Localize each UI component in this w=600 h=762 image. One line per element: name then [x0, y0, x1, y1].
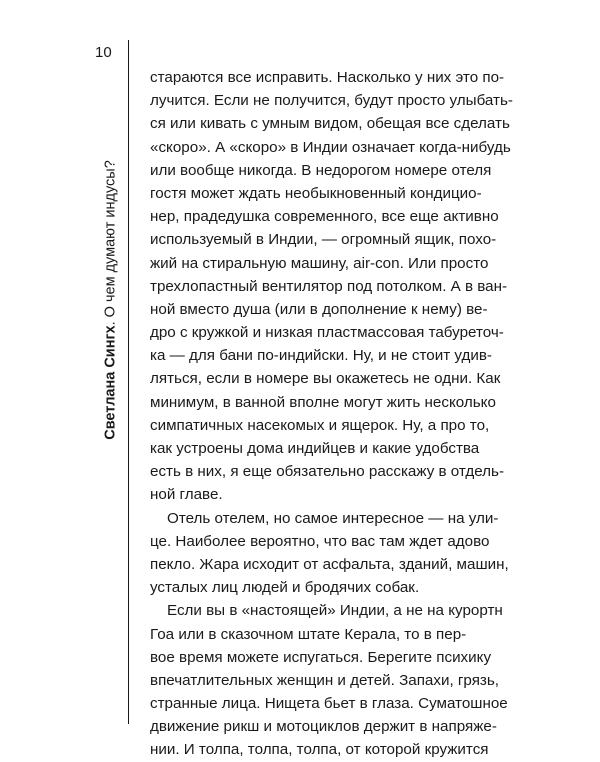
- text-line: ной вместо душа (или в дополнение к нему) ве-: [150, 300, 488, 318]
- text-line: как устроены дома индийцев и какие удобства: [150, 440, 480, 457]
- text-line: дро с кружкой и низкая пластмассовая табуреточ-: [150, 324, 504, 342]
- text-line: или вообще никогда. В недорогом номере отеля: [150, 161, 492, 179]
- text-line: движение рикш и мотоциклов держит в напряже-: [150, 718, 497, 736]
- text-line: гостя может ждать необыкновенный кондицио-: [150, 184, 482, 202]
- running-head-separator: .: [102, 317, 119, 326]
- text-line: «скоро». А «скоро» в Индии означает когда-нибудь: [150, 138, 511, 156]
- text-line: Если вы в «настоящей» Индии, а не на курортн: [167, 602, 503, 620]
- paragraph-1: [150, 66, 513, 507]
- text-line: странные лица. Нищета бьет в глаза. Суматошное: [150, 695, 508, 713]
- running-head-title: О чем думают индусы?: [102, 160, 119, 318]
- text-line: впечатлительных женщин и детей. Запахи, грязь,: [150, 671, 500, 689]
- page-number: 10: [95, 44, 112, 61]
- text-line: ка — для бани по-индийски. Ну, и не стоит удив-: [150, 347, 492, 365]
- text-line: ной главе.: [150, 486, 223, 504]
- running-head-text: [103, 160, 120, 440]
- text-line: це. Наиболее вероятно, что вас там ждет адово: [150, 532, 490, 550]
- text-line: стараются все исправить. Насколько у них это по-: [150, 69, 505, 86]
- text-line: жий на стиральную машину, air-con. Или просто: [150, 254, 489, 272]
- text-line: нер, прадедушка современного, все еще активно: [150, 208, 499, 226]
- text-line: ся или кивать с умным видом, обещая все сделать: [150, 115, 510, 133]
- body-text: [150, 66, 513, 762]
- text-line: есть в них, я еще обязательно расскажу в отдель-: [150, 463, 505, 481]
- vertical-rule: [128, 40, 129, 724]
- running-head-author: Светлана Сингх: [102, 325, 119, 440]
- text-line: пекло. Жара исходит от асфальта, зданий, машин,: [150, 555, 509, 573]
- text-line: усталых лиц людей и бродячих собак.: [150, 579, 420, 597]
- text-line: Гоа или в сказочном штате Керала, то в пер-: [150, 625, 467, 643]
- text-line: трехлопастный вентилятор под потолком. А в ван-: [150, 277, 508, 295]
- text-line: вое время можете испугаться. Берегите психику: [150, 648, 492, 666]
- text-line: ляться, если в номере вы окажетесь не одни. Как: [150, 370, 501, 388]
- text-line: нии. И толпа, толпа, толпа, от которой кружится: [150, 741, 489, 759]
- text-line: Отель отелем, но самое интересное — на ули-: [167, 509, 499, 527]
- paragraph-3: [150, 599, 508, 761]
- paragraph-2: [150, 507, 509, 600]
- text-line: лучится. Если не получится, будут просто улыбать-: [150, 92, 513, 110]
- text-line: минимум, в ванной вполне могут жить несколько: [150, 393, 496, 411]
- text-line: симпатичных насекомых и ящерок. Ну, а про то,: [150, 416, 490, 434]
- text-line: используемый в Индии, — огромный ящик, похо-: [150, 231, 497, 249]
